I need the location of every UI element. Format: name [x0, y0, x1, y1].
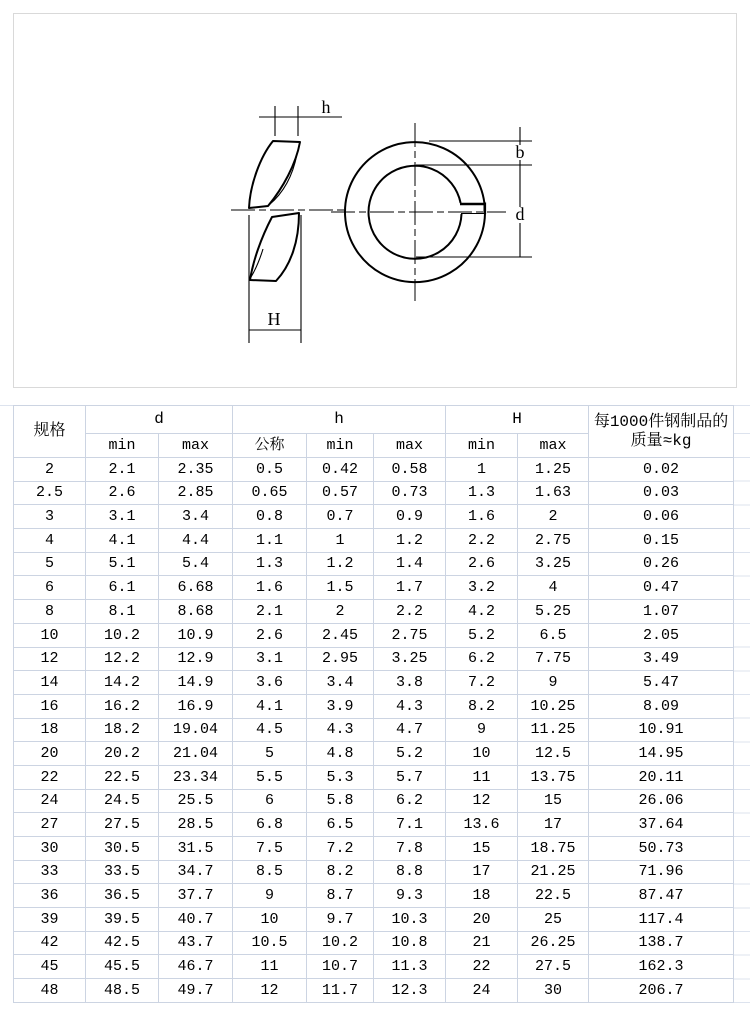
table-cell: 17: [518, 813, 589, 837]
table-cell: 87.47: [589, 884, 734, 908]
table-cell: 7.75: [518, 647, 589, 671]
table-cell: 10.8: [374, 931, 446, 955]
table-cell: 6.2: [446, 647, 518, 671]
table-cell: 19.04: [159, 718, 233, 742]
table-cell: 16.2: [86, 694, 159, 718]
table-cell: 20.11: [589, 765, 734, 789]
table-cell: 3.25: [374, 647, 446, 671]
table-cell: 8.7: [307, 884, 374, 908]
table-row: [14, 955, 734, 979]
table-cell: 21.25: [518, 860, 589, 884]
table-row: [14, 481, 734, 505]
table-cell: 1.2: [307, 552, 374, 576]
table-cell: 2.6: [446, 552, 518, 576]
table-cell: 1.2: [374, 529, 446, 553]
table-cell: 36: [14, 884, 86, 908]
table-cell: 24.5: [86, 789, 159, 813]
table-cell: 14.95: [589, 742, 734, 766]
table-cell: 3.1: [233, 647, 307, 671]
table-cell: 8.68: [159, 600, 233, 624]
table-cell: 10: [446, 742, 518, 766]
table-cell: 4.7: [374, 718, 446, 742]
table-cell: 1.3: [233, 552, 307, 576]
d-dimension-label: d: [515, 204, 525, 224]
table-cell: 1.4: [374, 552, 446, 576]
table-cell: 21: [446, 931, 518, 955]
table-cell: 0.58: [374, 458, 446, 482]
table-cell: 9: [233, 884, 307, 908]
table-row: [14, 576, 734, 600]
table-cell: 4.1: [233, 694, 307, 718]
table-row: [14, 623, 734, 647]
table-cell: 25: [518, 908, 589, 932]
table-cell: 2.45: [307, 623, 374, 647]
table-cell: 2.75: [374, 623, 446, 647]
table-row: [14, 600, 734, 624]
table-cell: 3.9: [307, 694, 374, 718]
table-cell: 12.5: [518, 742, 589, 766]
table-cell: 12: [446, 789, 518, 813]
table-cell: 5.5: [233, 765, 307, 789]
table-cell: 15: [518, 789, 589, 813]
table-cell: 14: [14, 671, 86, 695]
table-cell: 10.9: [159, 623, 233, 647]
table-cell: 6.2: [374, 789, 446, 813]
table-cell: 5.2: [374, 742, 446, 766]
table-cell: 3.49: [589, 647, 734, 671]
table-cell: 24: [446, 979, 518, 1003]
table-cell: 30: [518, 979, 589, 1003]
table-row: [14, 813, 734, 837]
table-cell: 1.1: [233, 529, 307, 553]
table-row: [14, 694, 734, 718]
table-cell: 31.5: [159, 837, 233, 861]
gridline-stub: [0, 405, 13, 406]
table-cell: 11.7: [307, 979, 374, 1003]
table-cell: 2: [307, 600, 374, 624]
table-cell: 12.9: [159, 647, 233, 671]
table-cell: 39.5: [86, 908, 159, 932]
table-cell: 117.4: [589, 908, 734, 932]
table-cell: 3: [14, 505, 86, 529]
table-cell: 8.8: [374, 860, 446, 884]
table-cell: 23.34: [159, 765, 233, 789]
table-cell: 2.6: [86, 481, 159, 505]
table-cell: 7.8: [374, 837, 446, 861]
table-cell: 5.7: [374, 765, 446, 789]
table-cell: 20: [446, 908, 518, 932]
table-cell: 0.06: [589, 505, 734, 529]
table-cell: 8.09: [589, 694, 734, 718]
table-cell: 13.75: [518, 765, 589, 789]
h-dimension-label: h: [321, 97, 331, 117]
table-cell: 4: [14, 529, 86, 553]
table-row: [14, 505, 734, 529]
table-cell: 10.3: [374, 908, 446, 932]
table-cell: 7.5: [233, 837, 307, 861]
table-cell: 24: [14, 789, 86, 813]
table-cell: 6.8: [233, 813, 307, 837]
table-cell: 10.91: [589, 718, 734, 742]
col-header-d-min: min: [86, 434, 159, 458]
table-cell: 6.68: [159, 576, 233, 600]
table-cell: 3.25: [518, 552, 589, 576]
table-cell: 5.4: [159, 552, 233, 576]
table-cell: 37.7: [159, 884, 233, 908]
table-cell: 5.8: [307, 789, 374, 813]
table-cell: 11: [233, 955, 307, 979]
table-cell: 27: [14, 813, 86, 837]
col-header-spec: 规格: [14, 406, 86, 458]
col-header-H-max: max: [518, 434, 589, 458]
table-cell: 26.06: [589, 789, 734, 813]
table-cell: 5: [233, 742, 307, 766]
table-cell: 17: [446, 860, 518, 884]
table-cell: 1.3: [446, 481, 518, 505]
table-cell: 1: [446, 458, 518, 482]
table-cell: 3.1: [86, 505, 159, 529]
table-row: [14, 979, 734, 1003]
table-cell: 0.26: [589, 552, 734, 576]
table-row: [14, 789, 734, 813]
table-cell: 12: [14, 647, 86, 671]
table-cell: 4.3: [374, 694, 446, 718]
table-row: [14, 458, 734, 482]
table-cell: 4.8: [307, 742, 374, 766]
table-row: [14, 671, 734, 695]
table-cell: 1.7: [374, 576, 446, 600]
table-cell: 9.3: [374, 884, 446, 908]
table-cell: 5.1: [86, 552, 159, 576]
table-cell: 138.7: [589, 931, 734, 955]
table-cell: 10.2: [86, 623, 159, 647]
table-cell: 27.5: [518, 955, 589, 979]
table-cell: 0.57: [307, 481, 374, 505]
table-cell: 0.73: [374, 481, 446, 505]
table-cell: 0.15: [589, 529, 734, 553]
table-cell: 22: [14, 765, 86, 789]
table-cell: 4.5: [233, 718, 307, 742]
table-cell: 30.5: [86, 837, 159, 861]
table-cell: 21.04: [159, 742, 233, 766]
table-cell: 8.2: [307, 860, 374, 884]
table-cell: 33.5: [86, 860, 159, 884]
h-extension-lines: [275, 106, 298, 136]
table-cell: 2.6: [233, 623, 307, 647]
table-cell: 1.07: [589, 600, 734, 624]
table-row: [14, 742, 734, 766]
table-cell: 48.5: [86, 979, 159, 1003]
diagram-panel: [13, 13, 737, 388]
table-cell: 39: [14, 908, 86, 932]
table-cell: 8.1: [86, 600, 159, 624]
table-cell: 13.6: [446, 813, 518, 837]
table-cell: 12.2: [86, 647, 159, 671]
table-cell: 0.02: [589, 458, 734, 482]
table-cell: 10.5: [233, 931, 307, 955]
table-cell: 16: [14, 694, 86, 718]
table-cell: 6.1: [86, 576, 159, 600]
table-cell: 42: [14, 931, 86, 955]
table-cell: 2.75: [518, 529, 589, 553]
table-cell: 4.3: [307, 718, 374, 742]
table-cell: 28.5: [159, 813, 233, 837]
table-cell: 5.47: [589, 671, 734, 695]
table-cell: 3.4: [159, 505, 233, 529]
table-row: [14, 837, 734, 861]
col-header-H: H: [446, 406, 589, 434]
table-cell: 33: [14, 860, 86, 884]
table-cell: 5.3: [307, 765, 374, 789]
table-cell: 50.73: [589, 837, 734, 861]
col-header-mass: [589, 406, 734, 458]
table-cell: 1.6: [446, 505, 518, 529]
table-cell: 6: [14, 576, 86, 600]
table-cell: 20: [14, 742, 86, 766]
table-cell: 42.5: [86, 931, 159, 955]
col-header-H-min: min: [446, 434, 518, 458]
table-row: [14, 647, 734, 671]
table-cell: 2.1: [233, 600, 307, 624]
table-cell: 18.75: [518, 837, 589, 861]
table-cell: 1.63: [518, 481, 589, 505]
table-cell: 6: [233, 789, 307, 813]
gridline-stub: [734, 433, 750, 434]
table-cell: 1.25: [518, 458, 589, 482]
table-row: [14, 765, 734, 789]
table-cell: 14.9: [159, 671, 233, 695]
table-cell: 11.3: [374, 955, 446, 979]
table-cell: 3.2: [446, 576, 518, 600]
table-cell: 14.2: [86, 671, 159, 695]
table-cell: 0.42: [307, 458, 374, 482]
table-cell: 46.7: [159, 955, 233, 979]
table-row: [14, 529, 734, 553]
table-cell: 15: [446, 837, 518, 861]
mass-header-line1: 每1000件钢制品的: [593, 413, 729, 432]
table-cell: 2.35: [159, 458, 233, 482]
table-cell: 37.64: [589, 813, 734, 837]
table-cell: 22.5: [518, 884, 589, 908]
side-view-upper-piece: [249, 141, 300, 208]
table-cell: 2.05: [589, 623, 734, 647]
table-cell: 40.7: [159, 908, 233, 932]
gridline-stubs-right: [734, 457, 750, 1004]
header-row-1: [14, 406, 734, 434]
table-cell: 4.1: [86, 529, 159, 553]
table-cell: 10: [233, 908, 307, 932]
table-cell: 3.4: [307, 671, 374, 695]
col-header-h: h: [233, 406, 446, 434]
table-cell: 49.7: [159, 979, 233, 1003]
side-view-lower-piece: [250, 213, 299, 281]
table-cell: 8: [14, 600, 86, 624]
table-cell: 11: [446, 765, 518, 789]
table-cell: 2.2: [446, 529, 518, 553]
spring-washer-diagram: [14, 14, 736, 387]
table-cell: 4: [518, 576, 589, 600]
H-dimension-label: H: [267, 309, 281, 329]
table-cell: 0.8: [233, 505, 307, 529]
table-cell: 8.5: [233, 860, 307, 884]
table-cell: 30: [14, 837, 86, 861]
table-cell: 0.47: [589, 576, 734, 600]
table-cell: 7.1: [374, 813, 446, 837]
table-cell: 18.2: [86, 718, 159, 742]
table-cell: 5.2: [446, 623, 518, 647]
washer-side-view: [231, 97, 346, 343]
table-cell: 48: [14, 979, 86, 1003]
table-cell: 1.6: [233, 576, 307, 600]
table-cell: 22: [446, 955, 518, 979]
table-cell: 5: [14, 552, 86, 576]
table-cell: 8.2: [446, 694, 518, 718]
table-cell: 5.25: [518, 600, 589, 624]
table-cell: 45: [14, 955, 86, 979]
col-header-h-max: max: [374, 434, 446, 458]
col-header-d: d: [86, 406, 233, 434]
table-cell: 9.7: [307, 908, 374, 932]
table-cell: 16.9: [159, 694, 233, 718]
table-cell: 10: [14, 623, 86, 647]
table-cell: 12.3: [374, 979, 446, 1003]
mass-header-line2: 质量≈kg: [630, 431, 692, 450]
table-cell: 25.5: [159, 789, 233, 813]
gridline-stub: [734, 405, 750, 406]
table-cell: 45.5: [86, 955, 159, 979]
table-cell: 7.2: [307, 837, 374, 861]
table-cell: 0.9: [374, 505, 446, 529]
table-cell: 9: [518, 671, 589, 695]
table-cell: 1.5: [307, 576, 374, 600]
table-cell: 2.85: [159, 481, 233, 505]
table-cell: 10.7: [307, 955, 374, 979]
table-cell: 43.7: [159, 931, 233, 955]
table-cell: 26.25: [518, 931, 589, 955]
table-cell: 2.2: [374, 600, 446, 624]
col-header-d-max: max: [159, 434, 233, 458]
table-cell: 162.3: [589, 955, 734, 979]
table-cell: 36.5: [86, 884, 159, 908]
table-row: [14, 718, 734, 742]
table-cell: 3.8: [374, 671, 446, 695]
spec-table-body: [14, 458, 734, 1003]
table-cell: 2.1: [86, 458, 159, 482]
table-row: [14, 931, 734, 955]
table-cell: 0.65: [233, 481, 307, 505]
table-cell: 2: [518, 505, 589, 529]
spec-table-header: [14, 406, 734, 458]
table-cell: 11.25: [518, 718, 589, 742]
col-header-h-nominal: 公称: [233, 434, 307, 458]
table-cell: 20.2: [86, 742, 159, 766]
table-row: [14, 908, 734, 932]
table-cell: 10.2: [307, 931, 374, 955]
table-cell: 0.7: [307, 505, 374, 529]
col-header-h-min: min: [307, 434, 374, 458]
table-cell: 6.5: [518, 623, 589, 647]
table-cell: 27.5: [86, 813, 159, 837]
table-row: [14, 884, 734, 908]
table-cell: 2: [14, 458, 86, 482]
b-dimension-label: b: [515, 142, 525, 162]
table-cell: 34.7: [159, 860, 233, 884]
table-cell: 18: [446, 884, 518, 908]
table-row: [14, 860, 734, 884]
table-cell: 22.5: [86, 765, 159, 789]
table-cell: 3.6: [233, 671, 307, 695]
table-cell: 4.2: [446, 600, 518, 624]
table-cell: 9: [446, 718, 518, 742]
spec-table: [13, 405, 734, 1003]
table-cell: 12: [233, 979, 307, 1003]
table-cell: 18: [14, 718, 86, 742]
table-cell: 206.7: [589, 979, 734, 1003]
table-cell: 2.5: [14, 481, 86, 505]
table-cell: 2.95: [307, 647, 374, 671]
table-cell: 71.96: [589, 860, 734, 884]
table-cell: 4.4: [159, 529, 233, 553]
table-row: [14, 552, 734, 576]
table-cell: 1: [307, 529, 374, 553]
table-cell: 7.2: [446, 671, 518, 695]
table-cell: 10.25: [518, 694, 589, 718]
table-cell: 0.03: [589, 481, 734, 505]
table-cell: 0.5: [233, 458, 307, 482]
washer-front-view: [331, 123, 532, 301]
table-cell: 6.5: [307, 813, 374, 837]
